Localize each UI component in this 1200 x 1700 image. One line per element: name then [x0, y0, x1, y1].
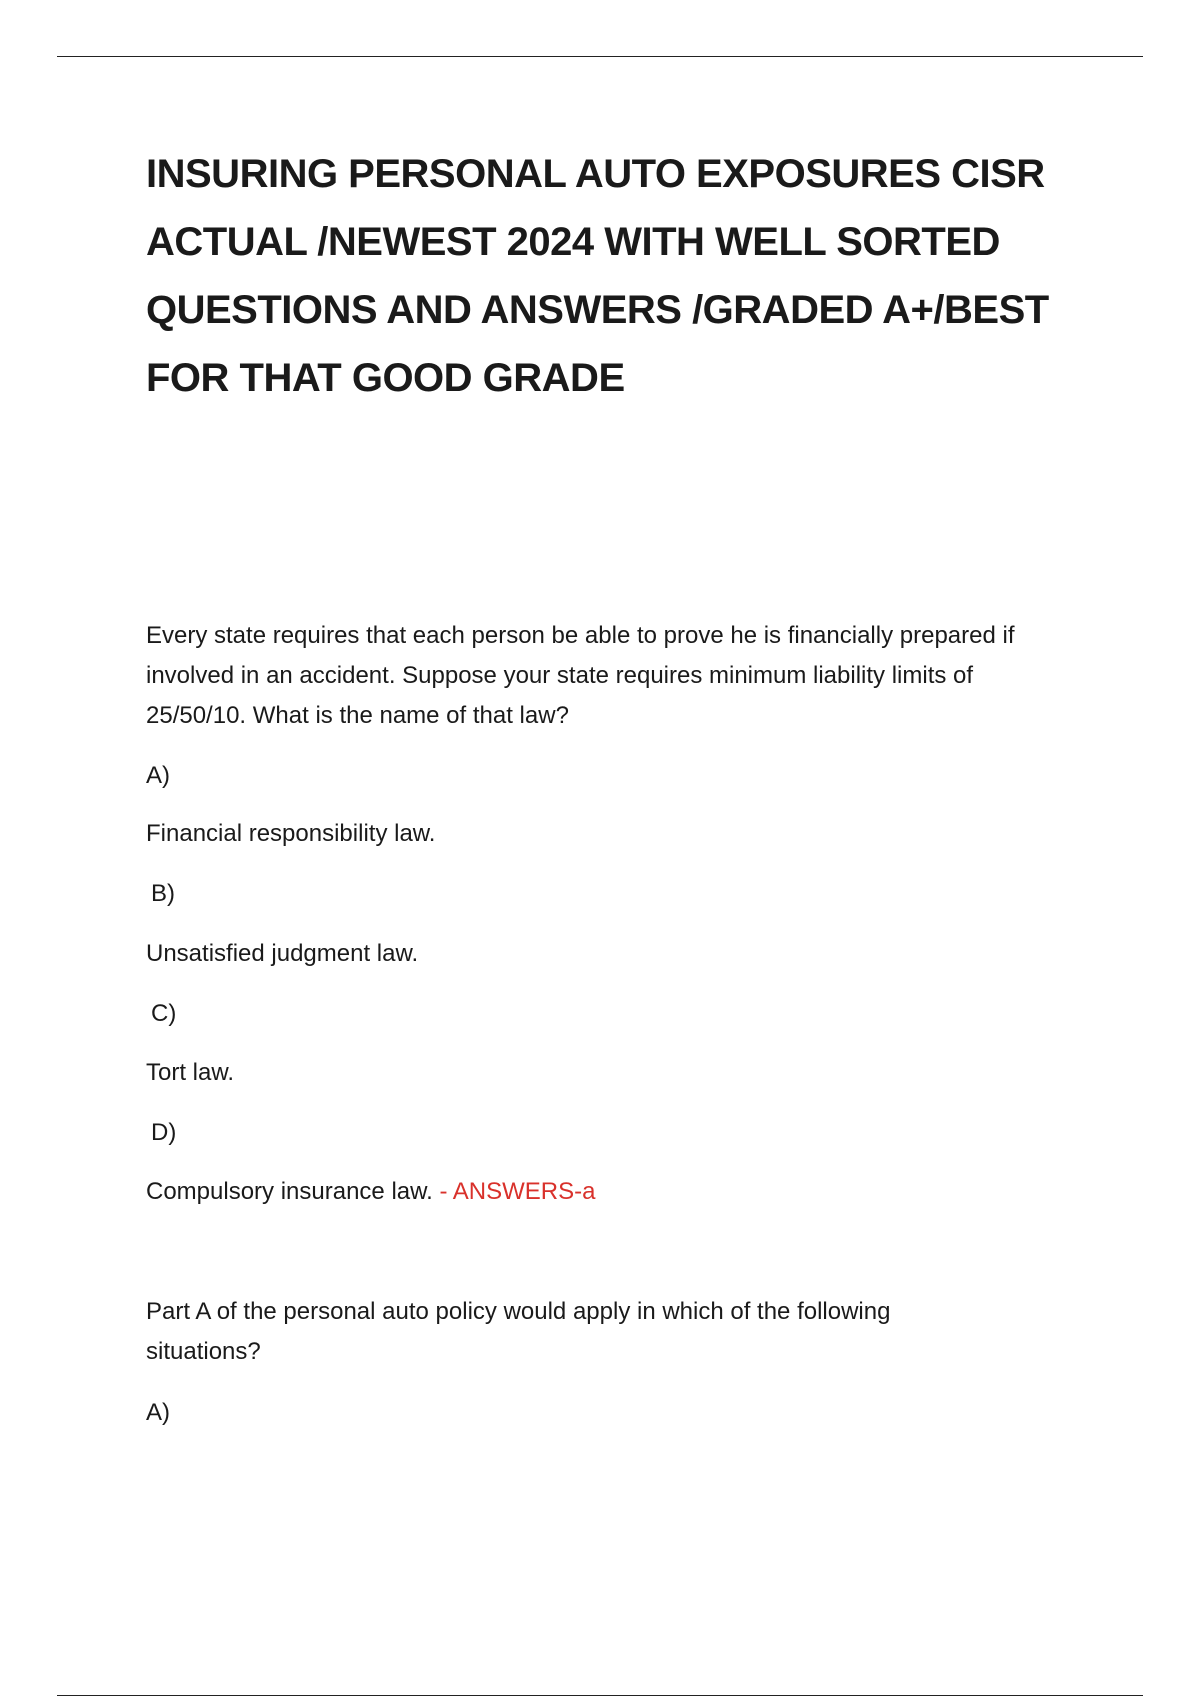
option-d-text: Compulsory insurance law. [146, 1178, 433, 1205]
option-a-letter: A) [146, 762, 170, 789]
title-line: QUESTIONS AND ANSWERS /GRADED A+/BEST [146, 288, 1049, 332]
option-c-text: Tort law. [146, 1059, 235, 1086]
option-c-letter: C) [151, 1000, 177, 1027]
question-line: Part A of the personal auto policy would apply in which of the following [146, 1298, 891, 1325]
question-2-text [146, 1292, 1106, 1372]
title-line: ACTUAL /NEWEST 2024 WITH WELL SORTED [146, 220, 1000, 264]
option-d-letter: D) [151, 1119, 177, 1146]
option-a-text: Financial responsibility law. [146, 820, 436, 847]
question-line: involved in an accident. Suppose your state requires minimum liability limits of [146, 662, 974, 689]
title-line: INSURING PERSONAL AUTO EXPOSURES CISR [146, 152, 1045, 196]
q2-option-a-letter: A) [146, 1399, 170, 1426]
question-1-text [146, 616, 1106, 736]
document-title [146, 140, 1106, 412]
answer-key: - ANSWERS-a [432, 1178, 596, 1205]
question-line: Every state requires that each person be able to prove he is financially prepared if [146, 622, 1015, 649]
option-b-text: Unsatisfied judgment law. [146, 940, 419, 967]
question-line: 25/50/10. What is the name of that law? [146, 702, 569, 729]
option-d-line [146, 1172, 596, 1212]
top-rule [57, 56, 1143, 57]
bottom-rule [57, 1695, 1143, 1696]
option-b-letter: B) [151, 880, 175, 907]
title-line: FOR THAT GOOD GRADE [146, 356, 625, 400]
question-line: situations? [146, 1338, 261, 1365]
